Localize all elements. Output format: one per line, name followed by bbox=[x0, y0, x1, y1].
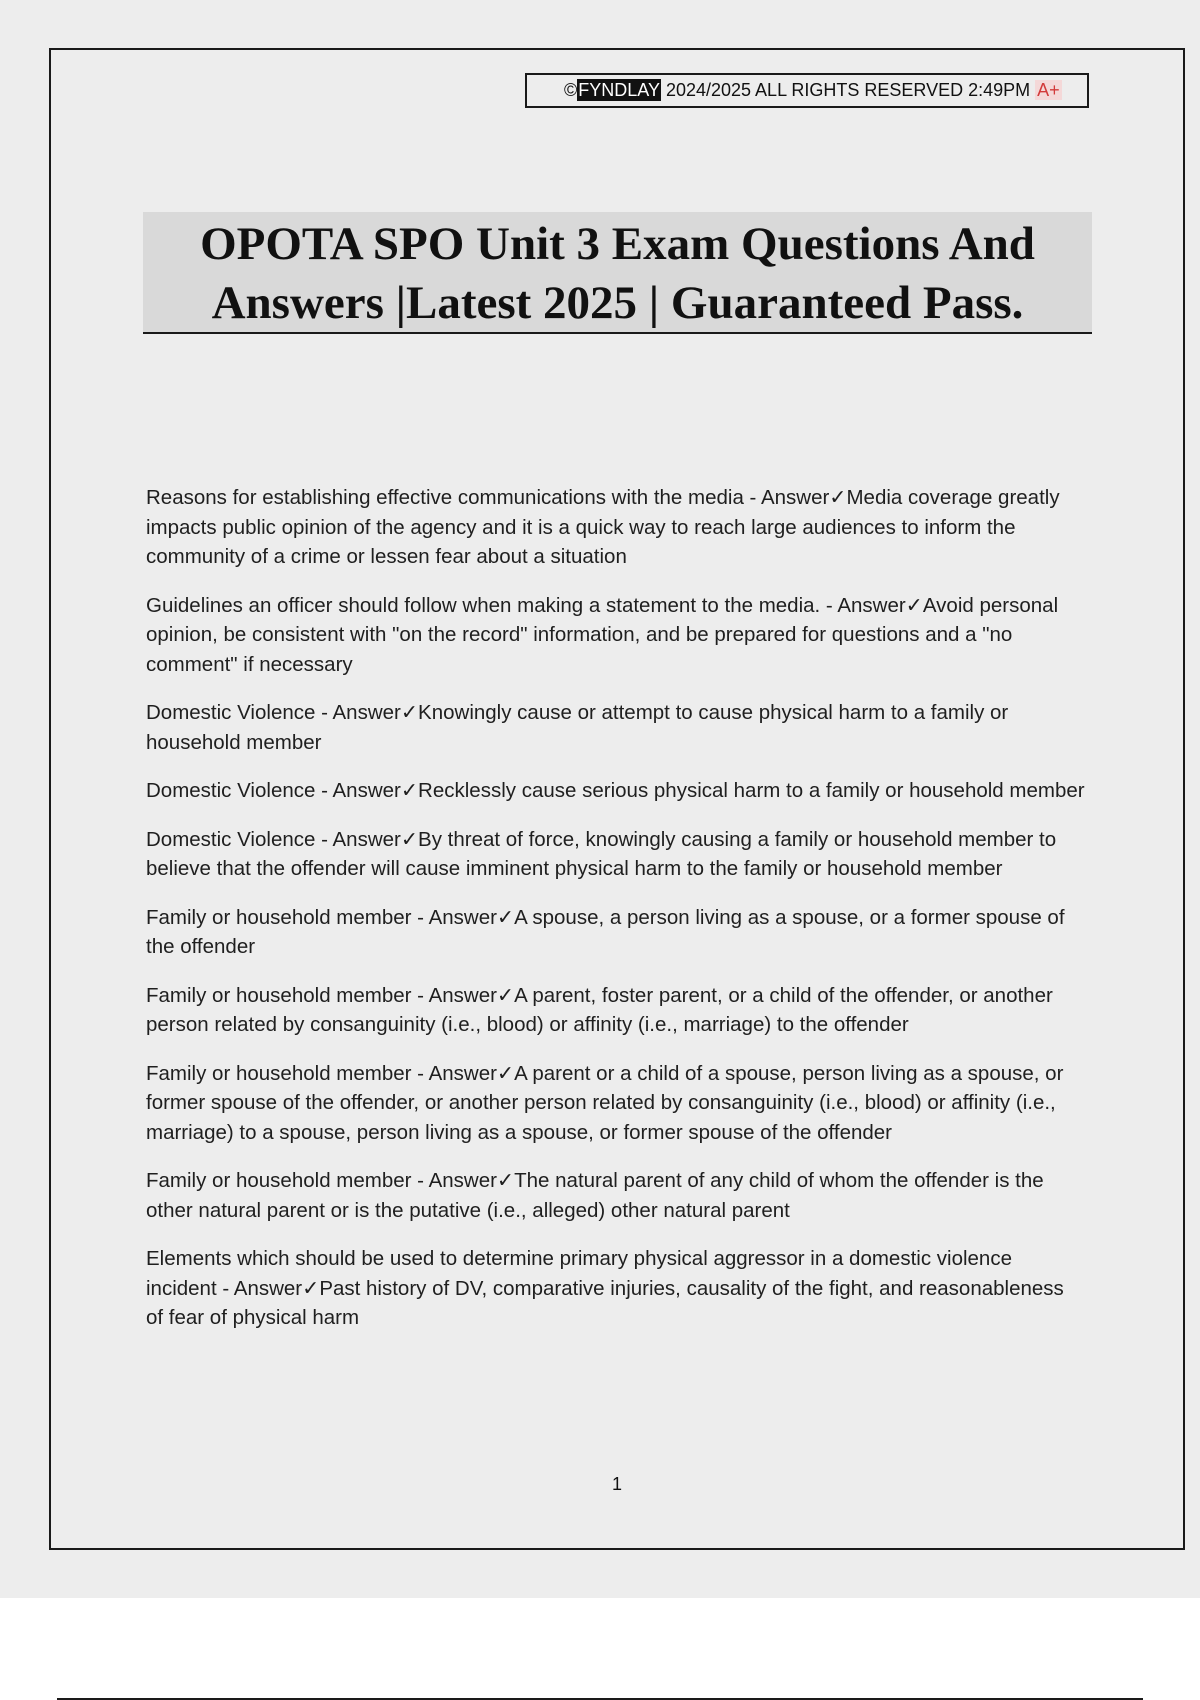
answer-marker: Answer✓ bbox=[332, 779, 419, 802]
grade-badge: A+ bbox=[1037, 80, 1060, 100]
qa-term: Guidelines an officer should follow when making a statement to the media. bbox=[146, 593, 821, 617]
qa-term: Domestic Violence bbox=[146, 827, 316, 851]
answer-marker: Answer✓ bbox=[233, 1276, 320, 1300]
brand-name: FYNDLAY bbox=[578, 80, 660, 100]
qa-term: Family or household member bbox=[146, 905, 412, 929]
qa-answer: Past history of DV, comparative injuries, causality of the fight, and reasonableness of fear of physical harm bbox=[146, 1276, 1064, 1329]
document-title bbox=[143, 212, 1092, 334]
answer-marker: Answer✓ bbox=[428, 1061, 515, 1085]
qa-term: Domestic Violence bbox=[146, 701, 316, 724]
qa-answer: A parent or a child of a spouse, person living as a spouse, or former spouse of the offender, or another person related by consanguinity (i.e., blood) or affinity (i.e., marriage) to a spouse, person living as a spouse, or former spouse of the offender bbox=[146, 1061, 1064, 1144]
qa-list bbox=[146, 483, 1086, 1352]
qa-term: Family or household member bbox=[146, 1061, 412, 1085]
qa-term: Reasons for establishing effective communications with the media bbox=[146, 486, 744, 509]
qa-term: Elements which should be used to determine primary physical aggressor in a domestic violence incident bbox=[146, 1247, 1012, 1300]
qa-term: Domestic Violence bbox=[146, 779, 316, 802]
qa-answer: Media coverage greatly impacts public opinion of the agency and it is a quick way to reach large audiences to inform the community of a crime or lessen fear about a situation bbox=[146, 486, 1060, 568]
answer-marker: Answer✓ bbox=[760, 486, 847, 509]
qa-answer: The natural parent of any child of whom the offender is the other natural parent or is the putative (i.e., alleged) other natural parent bbox=[146, 1169, 1044, 1222]
answer-marker: Answer✓ bbox=[428, 905, 515, 929]
qa-item bbox=[146, 698, 1086, 757]
qa-answer: A parent, foster parent, or a child of the offender, or another person related by consanguinity (i.e., blood) or affinity (i.e., marriage) to the offender bbox=[146, 983, 1053, 1036]
qa-answer: A spouse, a person living as a spouse, or a former spouse of the offender bbox=[146, 905, 1065, 958]
answer-marker: Answer✓ bbox=[837, 593, 923, 617]
qa-item bbox=[146, 1244, 1086, 1333]
answer-marker: Answer✓ bbox=[428, 1169, 515, 1192]
answer-marker: Answer✓ bbox=[428, 983, 515, 1007]
page-number: 1 bbox=[611, 1474, 622, 1494]
qa-answer: By threat of force, knowingly causing a family or household member to believe that the offender will cause imminent physical harm to the family or household member bbox=[146, 827, 1057, 880]
answer-marker: Answer✓ bbox=[332, 701, 419, 724]
answer-marker: Answer✓ bbox=[332, 827, 419, 851]
qa-item bbox=[146, 1166, 1086, 1225]
copyright-symbol: © bbox=[564, 80, 578, 100]
qa-item bbox=[146, 981, 1086, 1040]
qa-item bbox=[146, 903, 1086, 962]
qa-item bbox=[146, 1059, 1086, 1148]
rights-text: 2024/2025 ALL RIGHTS RESERVED 2:49PM bbox=[660, 80, 1036, 100]
qa-term: Family or household member bbox=[146, 1169, 412, 1192]
copyright-header bbox=[525, 73, 1089, 108]
qa-answer: Recklessly cause serious physical harm to a family or household member bbox=[418, 779, 1085, 802]
qa-item bbox=[146, 776, 1086, 806]
qa-answer: Avoid personal opinion, be consistent with "on the record" information, and be prepared for questions and a "no comment" if necessary bbox=[146, 593, 1059, 676]
title-line-1: OPOTA SPO Unit 3 Exam Questions And bbox=[200, 218, 1035, 270]
qa-item bbox=[146, 825, 1086, 884]
qa-answer: Knowingly cause or attempt to cause physical harm to a family or household member bbox=[146, 701, 1009, 754]
qa-item bbox=[146, 591, 1086, 680]
title-line-2: Answers |Latest 2025 | Guaranteed Pass. bbox=[211, 277, 1024, 329]
qa-item bbox=[146, 483, 1086, 572]
qa-term: Family or household member bbox=[146, 983, 412, 1007]
